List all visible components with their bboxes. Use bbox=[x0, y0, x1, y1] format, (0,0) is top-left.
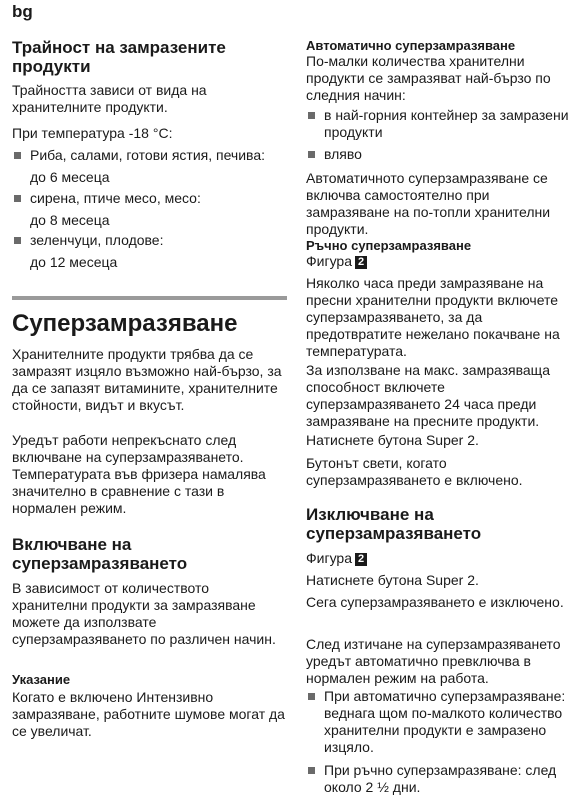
figure-reference bbox=[306, 550, 574, 567]
switch-off-paragraph-1: Натиснете бутона Super 2. bbox=[306, 572, 479, 588]
manual-super-paragraph-4: Бутонът свети, когато суперзамразяването е включено. bbox=[306, 455, 523, 488]
figure-number-badge: 2 bbox=[355, 256, 367, 269]
storage-item bbox=[12, 190, 287, 229]
list-item: При автоматично суперзамразяване: веднага щом по-малкото количество хранителни продукти е замразено изцяло. bbox=[306, 688, 574, 756]
list-item: вляво bbox=[306, 146, 574, 163]
language-code: bg bbox=[12, 2, 33, 21]
auto-super-paragraph-2: Автоматичното суперзамразяване се включва самостоятелно при замразяване на по-топли хранителни продукти. bbox=[306, 170, 551, 237]
note-paragraph: Когато е включено Интензивно замразяване, работните шумове могат да се увеличат. bbox=[12, 689, 285, 739]
storage-item-label: Риба, салами, готови ястия, печива: bbox=[12, 147, 287, 164]
manual-super-paragraph-3: Натиснете бутона Super 2. bbox=[306, 432, 479, 448]
manual-super-heading: Ръчно суперзамразяване bbox=[306, 238, 472, 253]
switch-off-paragraph-3: След изтичане на суперзамразяването уредът автоматично превключва в нормален режим на работа. bbox=[306, 636, 561, 686]
figure-label: Фигура bbox=[306, 550, 352, 566]
figure-label: Фигура bbox=[306, 253, 352, 269]
super-freezing-paragraph-2: Уредът работи непрекъснато след включване на суперзамразяването. Температурата във фризера намалява значително в сравнение с тази в нормален режим. bbox=[12, 432, 266, 516]
section-divider bbox=[12, 296, 287, 300]
storage-item-duration: до 12 месеца bbox=[30, 254, 118, 270]
figure-reference bbox=[306, 253, 574, 270]
temperature-line: При температура -18 °C: bbox=[12, 125, 173, 141]
manual-super-paragraph-1: Няколко часа преди замразяване на пресни хранителни продукти включете суперзамразяването, за да предотвратите нежелано покачване на температурата. bbox=[306, 275, 560, 359]
note-heading: Указание bbox=[12, 672, 71, 687]
switch-off-list bbox=[306, 688, 574, 796]
switch-off-paragraph-2: Сега суперзамразяването е изключено. bbox=[306, 594, 564, 610]
storage-item bbox=[12, 232, 287, 271]
super-freezing-paragraph-1: Хранителните продукти трябва да се замразят изцяло възможно най-бързо, за да се запазят витамините, хранителните стойности, видът и вкусът. bbox=[12, 346, 282, 413]
switch-on-paragraph: В зависимост от количеството хранителни продукти за замразяване можете да използвате суперзамразяването по различен начин. bbox=[12, 580, 276, 647]
switch-off-heading: Изключване на суперзамразяването bbox=[306, 505, 482, 543]
super-freezing-heading: Суперзамразяване bbox=[12, 310, 238, 337]
list-item: При ръчно суперзамразяване: след около 2 ½ дни. bbox=[306, 762, 574, 796]
storage-item-label: сирена, птиче месо, месо: bbox=[12, 190, 287, 207]
auto-super-paragraph-1: По-малки количества хранителни продукти се замразяват най-бързо по следния начин: bbox=[306, 53, 551, 103]
storage-item bbox=[12, 147, 287, 186]
storage-life-intro: Трайността зависи от вида на хранителните продукти. bbox=[12, 82, 207, 115]
list-item: в най-горния контейнер за замразени продукти bbox=[306, 107, 574, 141]
storage-item-label: зеленчуци, плодове: bbox=[12, 232, 287, 249]
storage-life-heading: Трайност на замразените продукти bbox=[12, 38, 226, 76]
manual-super-paragraph-2: За използване на макс. замразяваща способност включете суперзамразяването 24 часа преди замразяване на пресните продукти. bbox=[306, 362, 550, 429]
storage-item-duration: до 6 месеца bbox=[30, 169, 110, 185]
switch-on-heading: Включване на суперзамразяването bbox=[12, 535, 188, 573]
auto-super-list bbox=[306, 107, 574, 163]
storage-item-duration: до 8 месеца bbox=[30, 212, 110, 228]
figure-number-badge: 2 bbox=[355, 553, 367, 566]
auto-super-heading: Автоматично суперзамразяване bbox=[306, 38, 516, 53]
